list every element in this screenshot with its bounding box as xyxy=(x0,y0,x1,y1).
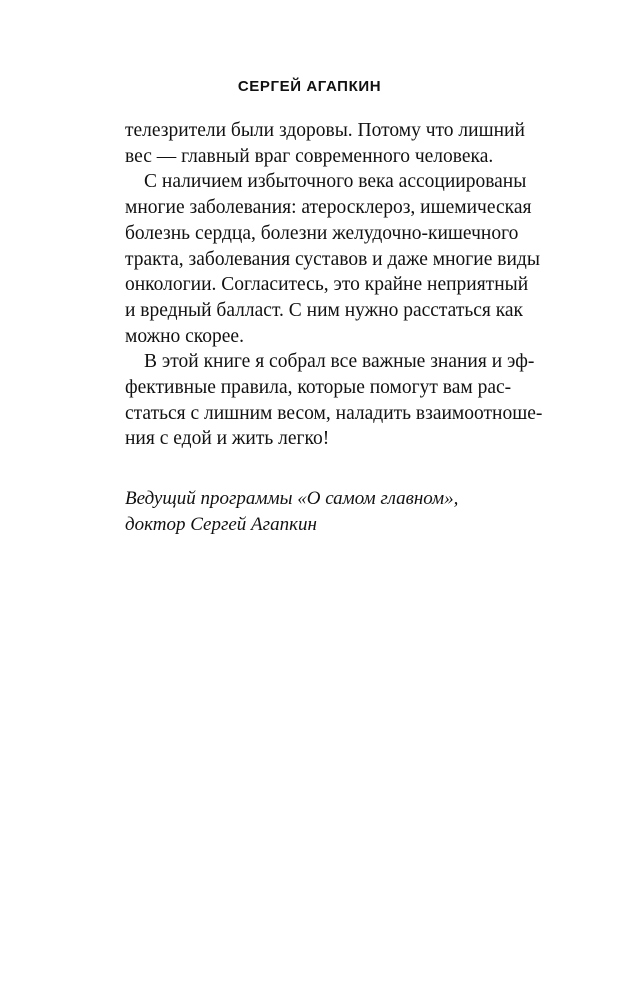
body-text xyxy=(125,118,543,452)
paragraph-2-line-7: можно скорее. xyxy=(125,325,244,347)
paragraph-3-line-3: статься с лишним весом, наладить взаимоотноше- xyxy=(125,402,543,424)
paragraph-2-line-5: онкологии. Согласитесь, это крайне неприятный xyxy=(125,274,529,296)
paragraph-1-line-1: телезрители были здоровы. Потому что лишний xyxy=(125,120,525,141)
paragraph-3-line-4: ния с едой и жить легко! xyxy=(125,428,330,450)
signature-line-1: Ведущий программы «О самом главном», xyxy=(125,488,459,509)
paragraph-3-line-1: В этой книге я собрал все важные знания и эф- xyxy=(144,351,535,373)
paragraph-2-line-2: многие заболевания: атеросклероз, ишемическая xyxy=(125,197,532,219)
paragraph-3-line-2: фективные правила, которые помогут вам рас- xyxy=(125,377,512,399)
signature-line-2: доктор Сергей Агапкин xyxy=(125,513,317,535)
paragraph-2-line-4: тракта, заболевания суставов и даже многие виды xyxy=(125,248,540,270)
running-head: СЕРГЕЙ АГАПКИН xyxy=(237,78,382,95)
author-signature xyxy=(125,486,505,537)
paragraph-2-line-3: болезнь сердца, болезни желудочно-кишечного xyxy=(125,222,519,244)
paragraph-1-line-2: вес — главный враг современного человека. xyxy=(125,145,494,167)
paragraph-2-line-1: С наличием избыточного века ассоциированы xyxy=(144,171,527,193)
paragraph-2-line-6: и вредный балласт. С ним нужно расстаться как xyxy=(125,299,524,321)
